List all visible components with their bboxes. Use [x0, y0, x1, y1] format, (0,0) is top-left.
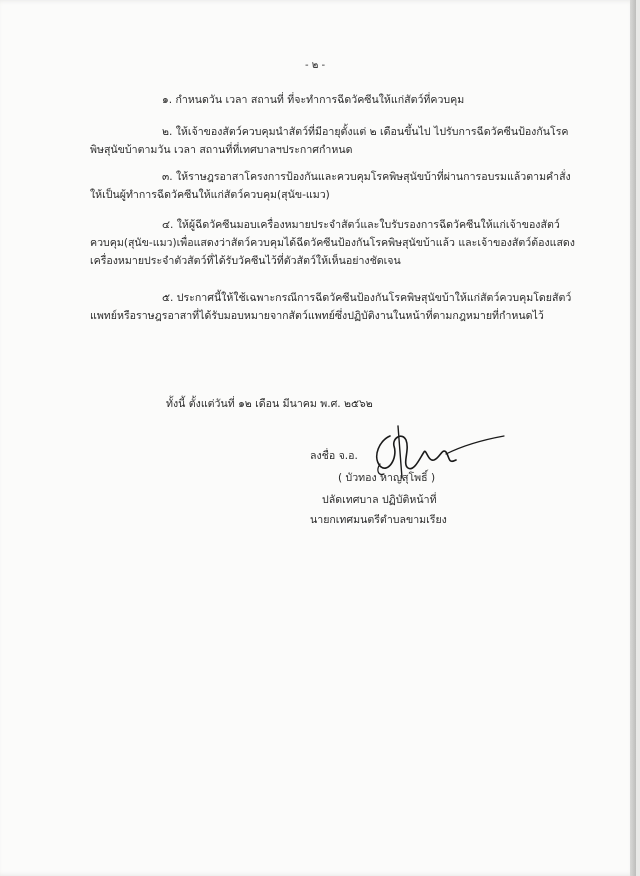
- item-4-line-3: เครื่องหมายประจำตัวสัตว์ที่ได้รับวัคซีนไว้ที่ตัวสัตว์ให้เห็นอย่างชัดเจน: [90, 255, 401, 267]
- signer-name: ( บัวทอง หาญสุโพธิ์ ): [338, 472, 436, 484]
- item-1: ๑. กำหนดวัน เวลา สถานที่ ที่จะทำการฉีดวัคซีนให้แก่สัตว์ที่ควบคุม: [162, 94, 465, 106]
- page-number: - ๒ -: [305, 60, 326, 71]
- item-2-line-1: ๒. ให้เจ้าของสัตว์ควบคุมนำสัตว์ที่มีอายุตั้งแต่ ๒ เดือนขึ้นไป ไปรับการฉีดวัคซีนป้องกันโรค: [162, 126, 569, 138]
- signature-label: ลงชื่อ จ.อ.: [310, 450, 358, 462]
- item-5-line-2: แพทย์หรือราษฎรอาสาที่ได้รับมอบหมายจากสัตว์แพทย์ซึ่งปฏิบัติงานในหน้าที่ตามกฎหมายที่กำหนดไว้: [90, 310, 544, 322]
- signer-office: นายกเทศมนตรีตำบลขามเรียง: [310, 514, 447, 526]
- effective-date: ทั้งนี้ ตั้งแต่วันที่ ๑๒ เดือน มีนาคม พ.ศ. ๒๕๖๒: [166, 398, 373, 410]
- item-4-line-2: ควบคุม(สุนัข-แมว)เพื่อแสดงว่าสัตว์ควบคุมได้ฉีดวัคซีนป้องกันโรคพิษสุนัขบ้าแล้ว และเจ้าของสัตว์ต้องแสดง: [90, 237, 575, 249]
- item-4-line-1: ๔. ให้ผู้ฉีดวัคซีนมอบเครื่องหมายประจำสัตว์และใบรับรองการฉีดวัคซีนให้แก่เจ้าของสัตว์: [162, 219, 560, 231]
- item-3-line-2: ให้เป็นผู้ทำการฉีดวัคซีนให้แก่สัตว์ควบคุม(สุนัข-แมว): [90, 189, 330, 201]
- signer-position: ปลัดเทศบาล ปฏิบัติหน้าที่: [322, 494, 437, 506]
- page-edge-shadow: [630, 0, 636, 876]
- item-5-line-1: ๕. ประกาศนี้ให้ใช้เฉพาะกรณีการฉีดวัคซีนป้องกันโรคพิษสุนัขบ้าให้แก่สัตว์ควบคุมโดยสัตว์: [162, 292, 572, 304]
- item-2-line-2: พิษสุนัขบ้าตามวัน เวลา สถานที่ที่เทศบาลฯประกาศกำหนด: [90, 144, 353, 156]
- item-3-line-1: ๓. ให้ราษฎรอาสาโครงการป้องกันและควบคุมโรคพิษสุนัขบ้าที่ผ่านการอบรมแล้วตามคำสั่ง: [162, 171, 571, 183]
